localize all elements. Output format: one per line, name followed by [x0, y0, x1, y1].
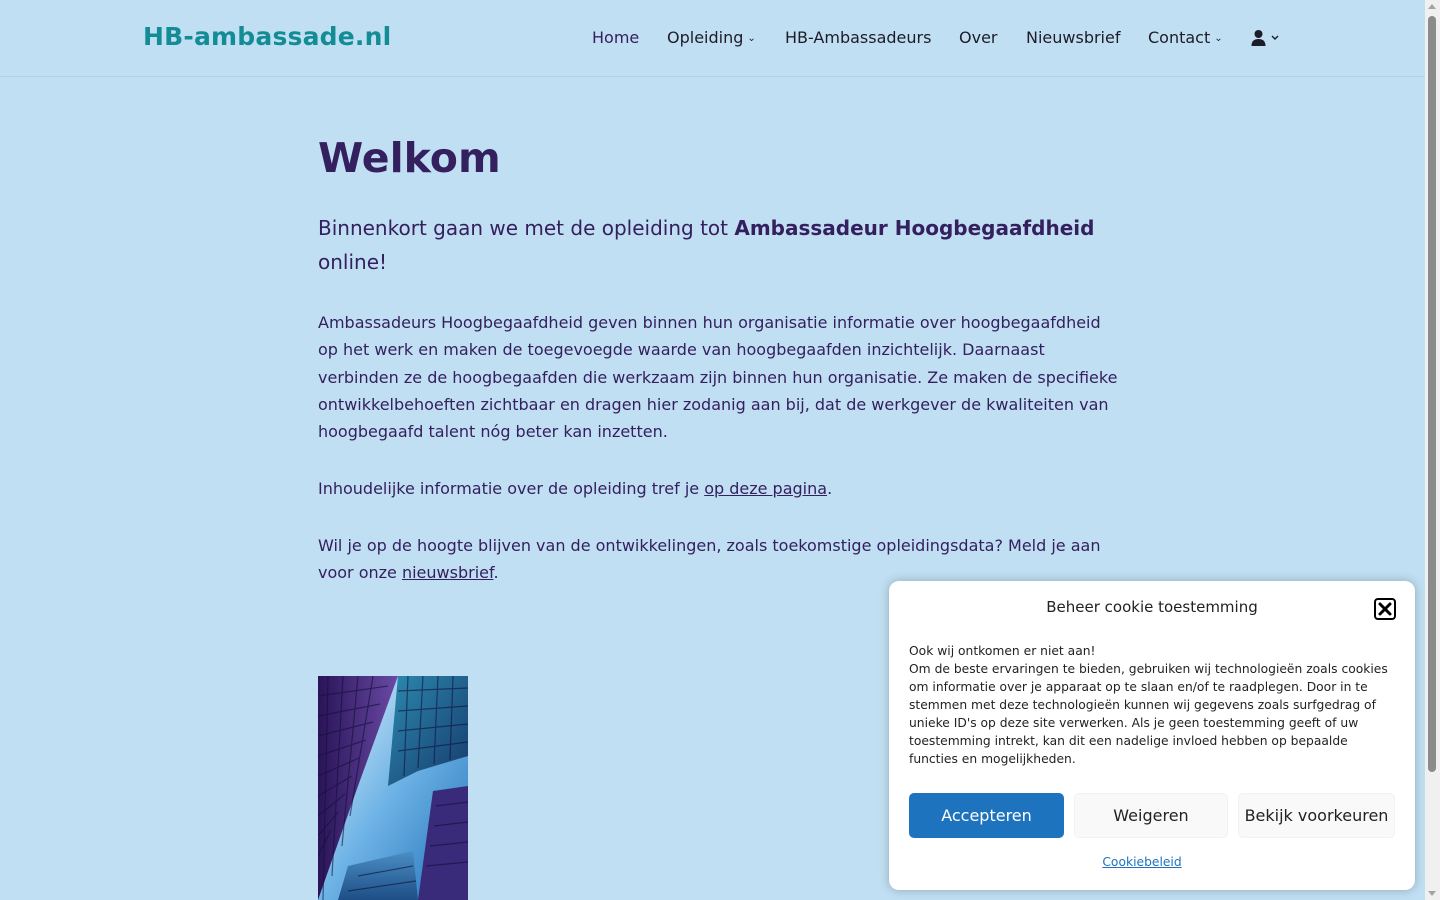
- lead-text-start: Binnenkort gaan we met de opleiding tot: [318, 216, 735, 240]
- deny-button[interactable]: Weigeren: [1074, 793, 1228, 838]
- newsletter-paragraph-text: Wil je op de hoogte blijven van de ontwikkelingen, zoals toekomstige opleidingsdata? Meld je aan voor onze: [318, 536, 1101, 583]
- nav-item-contact[interactable]: [1148, 28, 1223, 47]
- main-content: [318, 130, 1118, 583]
- newsletter-link[interactable]: nieuwsbrief: [401, 563, 494, 583]
- nav-item-nieuwsbrief[interactable]: Nieuwsbrief: [1026, 28, 1121, 47]
- info-paragraph-text: Inhoudelijke informatie over de opleiding tref je: [318, 479, 705, 498]
- account-menu[interactable]: [1251, 29, 1285, 49]
- close-button[interactable]: [1374, 598, 1396, 620]
- close-icon: [1374, 598, 1396, 620]
- info-paragraph: [318, 475, 1118, 502]
- lead-text-end: online!: [318, 250, 388, 274]
- scroll-down-arrow-icon[interactable]: [1428, 891, 1436, 896]
- nav-item-opleiding[interactable]: [667, 28, 756, 47]
- newsletter-paragraph-end: .: [493, 563, 499, 583]
- newsletter-paragraph: [318, 532, 1118, 587]
- scrollbar-thumb[interactable]: [1428, 16, 1436, 772]
- nav-item-home[interactable]: Home: [592, 28, 640, 47]
- page-scrollbar[interactable]: [1425, 0, 1440, 900]
- view-preferences-button[interactable]: Bekijk voorkeuren: [1238, 793, 1395, 838]
- accept-button[interactable]: Accepteren: [909, 793, 1064, 838]
- user-icon: [1251, 29, 1285, 49]
- main-nav: [0, 28, 1425, 50]
- cookie-description: Om de beste ervaringen te bieden, gebruiken wij technologieën zoals cookies om informatie over je apparaat op te slaan en/of te raadplegen. Door in te stemmen met deze technologieën kunnen wij gegevens zoals surfgedrag of unieke ID's op deze site verwerken. Als je geen toestemming geeft of uw toestemming intrekt, kan dit een nadelige invloed hebben op bepaalde functies en mogelijkheden.: [909, 662, 1388, 766]
- site-logo[interactable]: HB-ambassade.nl: [143, 22, 392, 51]
- chevron-down-icon: ⌄: [747, 33, 756, 44]
- nav-item-contact-label: Contact: [1148, 28, 1211, 47]
- intro-paragraph: Ambassadeurs Hoogbegaafdheid geven binnen hun organisatie informatie over hoogbegaafdheid op het werk en maken de toegevoegde waarde van hoogbegaafden inzichtelijk. Daarnaast verbinden ze de hoogbegaafden die werkzaam zijn binnen hun organisatie. Ze maken de specifieke ontwikkelbehoeften zichtbaar en dragen hier zodanig aan bij, dat de werkgever de kwaliteiten van hoogbegaafd talent nóg beter kan inzetten.: [318, 313, 1118, 442]
- nav-item-over[interactable]: Over: [959, 28, 998, 47]
- cookie-dialog-body: [909, 642, 1399, 768]
- nav-item-opleiding-label: Opleiding: [667, 28, 744, 47]
- site-header: [0, 0, 1425, 77]
- cookie-dialog-title: Beheer cookie toestemming: [1046, 598, 1258, 616]
- scroll-up-arrow-icon[interactable]: [1428, 4, 1436, 9]
- lead-text-bold: Ambassadeur Hoogbegaafdheid: [734, 216, 1095, 240]
- nav-item-hb-ambassadeurs[interactable]: HB-Ambassadeurs: [785, 28, 932, 47]
- page-title: Welkom: [318, 134, 501, 182]
- cookie-policy-link[interactable]: Cookiebeleid: [1102, 855, 1182, 869]
- cookie-consent-dialog: [889, 581, 1415, 890]
- building-image: [318, 676, 468, 900]
- lead-text: [318, 211, 1118, 279]
- chevron-down-icon: ⌄: [1214, 33, 1223, 44]
- cookie-intro-line: Ook wij ontkomen er niet aan!: [909, 644, 1096, 658]
- opleiding-page-link[interactable]: op deze pagina: [704, 479, 828, 498]
- info-paragraph-end: .: [827, 479, 833, 498]
